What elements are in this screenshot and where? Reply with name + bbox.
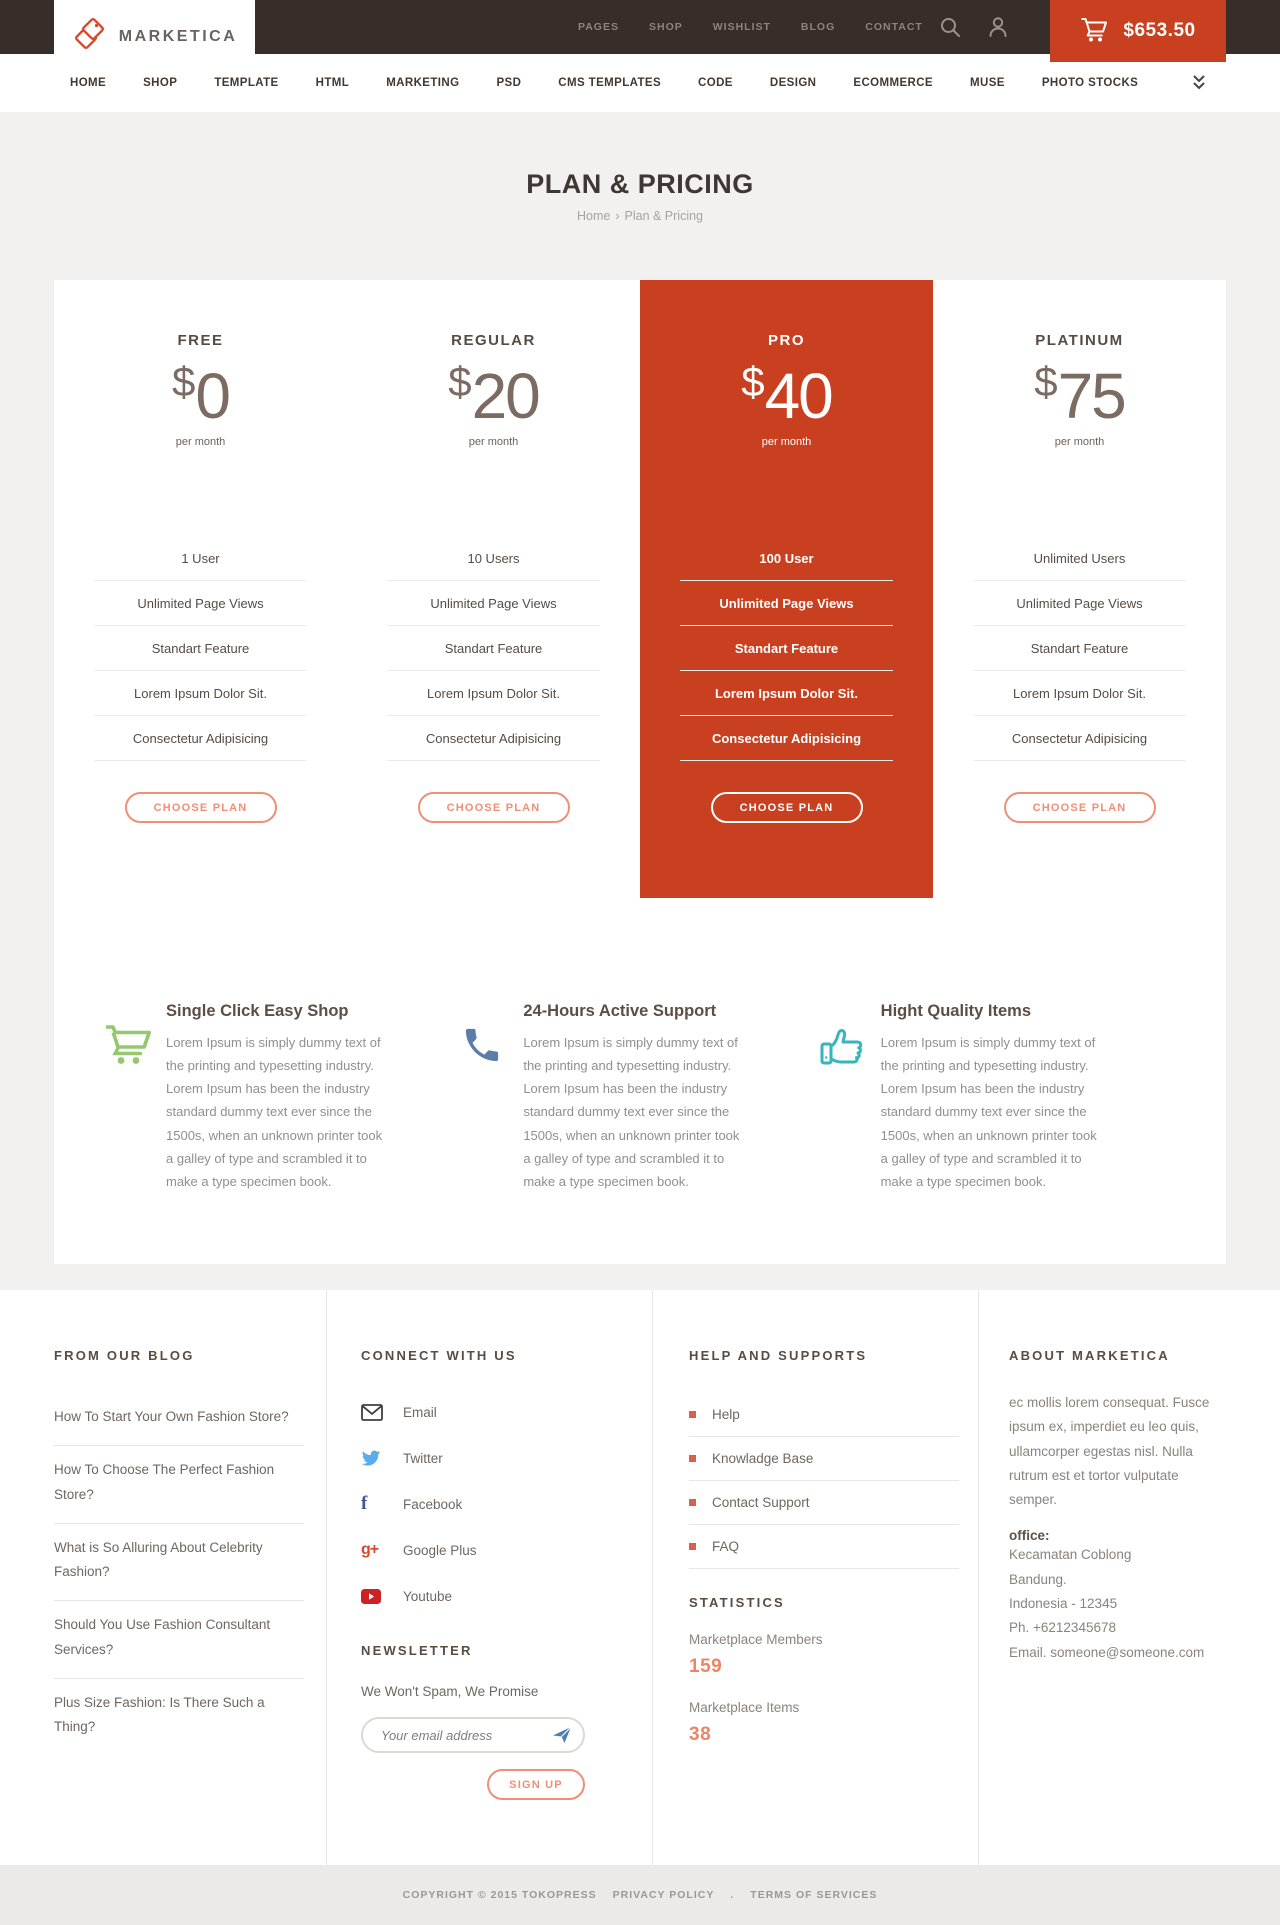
address-line: Ph. +6212345678 xyxy=(1009,1620,1116,1636)
plan-amount: 40 xyxy=(764,360,832,432)
topnav-shop[interactable]: SHOP xyxy=(648,21,683,33)
plan-period: per month xyxy=(761,436,812,448)
office-label: office: xyxy=(1009,1528,1050,1544)
pricing-plans xyxy=(54,280,1226,898)
plan-feature: Standart Feature xyxy=(94,626,307,671)
logo[interactable] xyxy=(54,0,255,73)
benefit-body xyxy=(166,1002,390,1193)
newsletter-signup-button[interactable]: SIGN UP xyxy=(487,1769,585,1800)
square-bullet-icon xyxy=(689,1543,696,1550)
pricing-plan-free xyxy=(54,280,347,898)
social-label: Twitter xyxy=(403,1450,443,1466)
footer-columns xyxy=(54,1290,1226,1865)
choose-plan-button-regular[interactable]: CHOOSE PLAN xyxy=(418,792,570,823)
mainnav-psd[interactable]: PSD xyxy=(496,77,522,89)
terms-link[interactable]: TERMS OF SERVICES xyxy=(750,1889,878,1901)
mainnav-photo-stocks[interactable]: PHOTO STOCKS xyxy=(1041,77,1139,89)
send-plane-icon[interactable] xyxy=(552,1726,572,1749)
plan-feature: 100 User xyxy=(680,536,893,581)
help-item[interactable]: Contact Support xyxy=(689,1481,959,1525)
bottom-bar xyxy=(0,1865,1280,1925)
cart-icon xyxy=(104,1002,152,1193)
brand-name: MARKETICA xyxy=(118,27,238,45)
social-email[interactable] xyxy=(361,1389,652,1435)
breadcrumb-separator: › xyxy=(615,209,620,223)
blog-item[interactable]: What is So Alluring About Celebrity Fashion? xyxy=(54,1524,304,1602)
plan-amount: 75 xyxy=(1057,360,1125,432)
footer-about-heading: ABOUT MARKETICA xyxy=(1009,1348,1170,1363)
plan-price xyxy=(640,358,933,432)
footer-connect-heading: CONNECT WITH US xyxy=(361,1348,517,1363)
square-bullet-icon xyxy=(689,1411,696,1418)
footer-help-heading: HELP AND SUPPORTS xyxy=(689,1348,868,1363)
pricing-plan-platinum xyxy=(933,280,1226,898)
phone-icon xyxy=(461,1002,509,1193)
user-icon[interactable] xyxy=(986,15,1010,39)
mainnav-html[interactable]: HTML xyxy=(315,77,350,89)
plan-feature: Consectetur Adipisicing xyxy=(973,716,1186,761)
statistics-heading: STATISTICS xyxy=(689,1595,785,1610)
choose-plan-button-platinum[interactable]: CHOOSE PLAN xyxy=(1004,792,1156,823)
facebook-icon: f xyxy=(361,1493,368,1514)
plan-price xyxy=(933,358,1226,432)
plan-feature: Lorem Ipsum Dolor Sit. xyxy=(387,671,600,716)
plan-price xyxy=(347,358,640,432)
breadcrumb-home[interactable]: Home xyxy=(576,209,611,223)
benefit-title: 24-Hours Active Support xyxy=(523,1002,717,1020)
plan-feature: 1 User xyxy=(94,536,307,581)
newsletter-note: We Won't Spam, We Promise xyxy=(361,1684,539,1699)
footer-blog-column xyxy=(54,1290,326,1865)
footer xyxy=(0,1290,1280,1865)
chevron-double-down-icon[interactable] xyxy=(1192,74,1206,96)
square-bullet-icon xyxy=(689,1499,696,1506)
help-item[interactable]: FAQ xyxy=(689,1525,959,1569)
benefit-text: Lorem Ipsum is simply dummy text of the printing and typesetting industry. Lorem Ipsum has been the industry standard dummy text ever since the 1500s, when an unknown printer took a galley of type and scrambled it to make a type specimen book. xyxy=(523,1035,740,1189)
cart-button[interactable] xyxy=(1050,0,1226,62)
plan-feature: Lorem Ipsum Dolor Sit. xyxy=(680,671,893,716)
stat-value: 38 xyxy=(689,1724,712,1745)
plan-features xyxy=(94,536,307,761)
social-facebook[interactable] xyxy=(361,1481,652,1527)
mainnav-shop[interactable]: SHOP xyxy=(143,77,178,89)
plan-feature: Unlimited Page Views xyxy=(973,581,1186,626)
social-twitter[interactable] xyxy=(361,1435,652,1481)
social-youtube[interactable] xyxy=(361,1573,652,1619)
mainnav-template[interactable]: TEMPLATE xyxy=(214,77,279,89)
address-line: Bandung. xyxy=(1009,1571,1067,1587)
benefit-body xyxy=(523,1002,747,1193)
blog-item[interactable]: Plus Size Fashion: Is There Such a Thing? xyxy=(54,1695,265,1735)
plan-feature: Consectetur Adipisicing xyxy=(680,716,893,761)
plan-feature: Standart Feature xyxy=(680,626,893,671)
help-item[interactable]: Help xyxy=(689,1393,959,1437)
mainnav-code[interactable]: CODE xyxy=(698,77,733,89)
plan-period: per month xyxy=(175,436,226,448)
choose-plan-button-pro[interactable]: CHOOSE PLAN xyxy=(711,792,863,823)
plan-feature: Lorem Ipsum Dolor Sit. xyxy=(94,671,307,716)
page-header xyxy=(0,112,1280,223)
benefit-quality xyxy=(819,1002,1176,1193)
mainnav-muse[interactable]: MUSE xyxy=(970,77,1005,89)
cart-total: $653.50 xyxy=(1123,20,1196,41)
copyright-text: COPYRIGHT © 2015 TOKOPRESS xyxy=(402,1889,597,1901)
topnav-blog[interactable]: BLOG xyxy=(800,21,836,33)
topnav-wishlist[interactable]: WISHLIST xyxy=(712,21,771,33)
social-label: Youtube xyxy=(403,1588,453,1604)
plan-amount: 20 xyxy=(471,360,539,432)
mainnav-cms-templates[interactable]: CMS TEMPLATES xyxy=(558,77,662,89)
footer-connect-column xyxy=(326,1290,652,1865)
plan-feature: Consectetur Adipisicing xyxy=(387,716,600,761)
pricing-card xyxy=(54,280,1226,1264)
twitter-icon xyxy=(361,1450,383,1467)
mainnav-marketing[interactable]: MARKETING xyxy=(386,77,460,89)
blog-list xyxy=(54,1393,304,1756)
plan-currency: $ xyxy=(172,358,196,405)
square-bullet-icon xyxy=(689,1455,696,1462)
plan-name: PLATINUM xyxy=(1035,332,1124,349)
privacy-policy-link[interactable]: PRIVACY POLICY xyxy=(612,1889,715,1901)
blog-item[interactable]: Should You Use Fashion Consultant Services? xyxy=(54,1601,304,1679)
link-separator: . xyxy=(730,1889,735,1901)
benefit-text: Lorem Ipsum is simply dummy text of the printing and typesetting industry. Lorem Ipsum has been the industry standard dummy text ever since the 1500s, when an unknown printer took a galley of type and scrambled it to make a type specimen book. xyxy=(880,1035,1097,1189)
benefit-text: Lorem Ipsum is simply dummy text of the printing and typesetting industry. Lorem Ipsum has been the industry standard dummy text ever since the 1500s, when an unknown printer took a galley of type and scrambled it to make a type specimen book. xyxy=(166,1035,383,1189)
breadcrumb xyxy=(0,209,1280,223)
google-plus-icon: g+ xyxy=(361,1541,379,1558)
social-label: Facebook xyxy=(403,1496,463,1512)
youtube-icon xyxy=(361,1589,383,1604)
plan-feature: Standart Feature xyxy=(387,626,600,671)
about-text: ec mollis lorem consequat. Fusce ipsum ex, imperdiet eu leo quis, ullamcorper egestas nisl. Nulla rutrum est et tortor vulputate semper. xyxy=(1009,1395,1210,1508)
mainnav-design[interactable]: DESIGN xyxy=(769,77,817,89)
plan-amount: 0 xyxy=(195,360,229,432)
newsletter-heading: NEWSLETTER xyxy=(361,1643,473,1658)
help-item[interactable]: Knowladge Base xyxy=(689,1437,959,1481)
plan-feature: 10 Users xyxy=(387,536,600,581)
topnav-pages[interactable]: PAGES xyxy=(578,21,619,33)
pricing-plan-regular xyxy=(347,280,640,898)
social-google-plus[interactable] xyxy=(361,1527,652,1573)
plan-feature: Standart Feature xyxy=(973,626,1186,671)
breadcrumb-current: Plan & Pricing xyxy=(624,209,704,223)
plan-feature: Unlimited Users xyxy=(973,536,1186,581)
plan-period: per month xyxy=(1054,436,1105,448)
plan-feature: Unlimited Page Views xyxy=(387,581,600,626)
benefit-easy-shop xyxy=(104,1002,461,1193)
benefits-row xyxy=(54,898,1226,1193)
help-list xyxy=(689,1393,959,1569)
plan-features xyxy=(387,536,600,761)
footer-blog-heading: FROM OUR BLOG xyxy=(54,1348,195,1363)
plan-feature: Unlimited Page Views xyxy=(680,581,893,626)
benefit-support xyxy=(461,1002,818,1193)
stat-label: Marketplace Items xyxy=(689,1700,800,1715)
search-icon[interactable] xyxy=(938,15,962,39)
address-line: Kecamatan Coblong xyxy=(1009,1547,1132,1563)
blog-item[interactable]: How To Start Your Own Fashion Store? xyxy=(54,1393,304,1446)
plan-currency: $ xyxy=(448,358,472,405)
plan-features xyxy=(973,536,1186,761)
newsletter-form xyxy=(361,1717,585,1753)
plan-name: REGULAR xyxy=(451,332,536,349)
address-line: Indonesia - 12345 xyxy=(1009,1596,1118,1612)
address-line: Email. someone@someone.com xyxy=(1009,1644,1205,1660)
social-label: Google Plus xyxy=(403,1542,477,1558)
social-label: Email xyxy=(403,1404,437,1420)
blog-item[interactable]: How To Choose The Perfect Fashion Store? xyxy=(54,1446,304,1524)
plan-feature: Unlimited Page Views xyxy=(94,581,307,626)
thumbs-up-icon xyxy=(819,1002,867,1193)
stat-label: Marketplace Members xyxy=(689,1632,823,1647)
page-title: PLAN & PRICING xyxy=(526,169,754,199)
mainnav-home[interactable]: HOME xyxy=(70,77,107,89)
pricing-plan-pro xyxy=(640,280,933,898)
benefit-body xyxy=(881,1002,1105,1193)
plan-name: PRO xyxy=(767,332,805,349)
stat-value: 159 xyxy=(689,1656,723,1677)
topbar-icons xyxy=(938,0,1010,54)
plan-price xyxy=(54,358,347,432)
topnav-contact[interactable]: CONTACT xyxy=(865,21,923,33)
topbar-nav xyxy=(578,0,923,54)
mainnav-ecommerce[interactable]: ECOMMERCE xyxy=(853,77,934,89)
footer-about-column xyxy=(978,1290,1226,1865)
plan-currency: $ xyxy=(741,358,765,405)
email-icon xyxy=(361,1404,383,1421)
benefit-title: Single Click Easy Shop xyxy=(166,1002,349,1020)
cart-icon xyxy=(1080,17,1110,46)
plan-currency: $ xyxy=(1034,358,1058,405)
plan-feature: Lorem Ipsum Dolor Sit. xyxy=(973,671,1186,716)
plan-features xyxy=(680,536,893,761)
plan-name: FREE xyxy=(177,332,224,349)
social-list xyxy=(361,1389,652,1619)
choose-plan-button-free[interactable]: CHOOSE PLAN xyxy=(125,792,277,823)
plan-feature: Consectetur Adipisicing xyxy=(94,716,307,761)
benefit-title: Hight Quality Items xyxy=(880,1002,1032,1020)
footer-help-column xyxy=(652,1290,978,1865)
plan-period: per month xyxy=(468,436,519,448)
tag-logo-icon xyxy=(72,14,108,59)
